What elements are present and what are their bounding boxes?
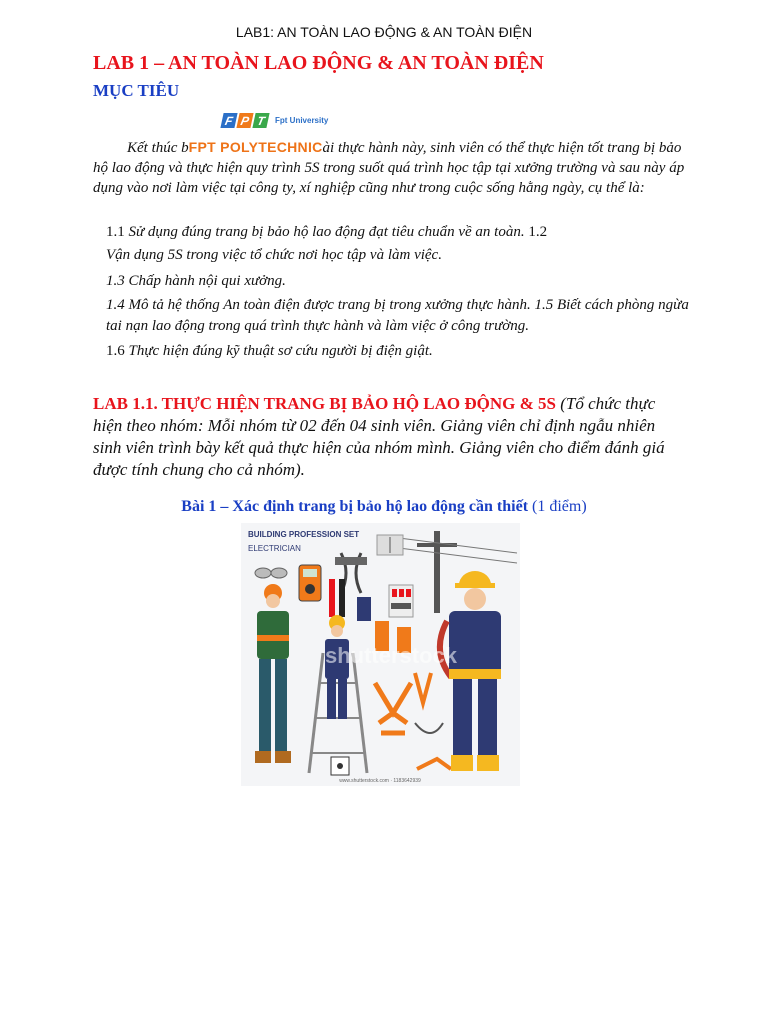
objective-number: 1.2 (524, 224, 548, 240)
pliers-icon (415, 673, 451, 769)
lineman-worker-icon (440, 571, 501, 771)
page-header: LAB1: AN TOÀN LAO ĐỘNG & AN TOÀN ĐIỆN (235, 24, 533, 40)
voltage-tester-icon (329, 579, 345, 617)
objective-text: Vận dụng 5S trong việc tổ chức nơi học tập và làm việc. (106, 247, 442, 263)
objective-text: 1.4 Mô tả hệ thống An toàn điện được trang bị trong xưởng thực hành. 1.5 Biết cách phòng ngừa tai nạn lao động trong quá trình thực hành và làm việc ở công trường. (106, 297, 689, 334)
logo-letter-f: F (220, 113, 237, 128)
intro-text-start: Kết thúc b (127, 140, 189, 156)
logo-university-text: Fpt University (275, 115, 329, 125)
lab1-heading: LAB 1 – AN TOÀN LAO ĐỘNG & AN TOÀN ĐIỆN (93, 52, 544, 74)
objective-number: 1.1 (106, 224, 125, 240)
circuit-breaker-icon (389, 585, 413, 617)
intro-text-rest: ài thực hành này, sinh viên có thể thực hiện tốt trang bị bảo hộ lao động và thực hiện quy trình 5S trong suốt quá trình học tập tại xưởng trường và sau này áp dụng vào nơi làm việc tại công ty, xí nghiệp cũng như trong cuộc sống hằng ngày, cụ thể là: (93, 140, 685, 196)
objectives-heading: MỤC TIÊU (93, 81, 180, 100)
watermark-text: shutterstock (324, 643, 458, 668)
objective-text: Sử dụng đúng trang bị bảo hộ lao động đạt tiêu chuẩn về an toàn. (124, 224, 525, 240)
lab11-heading: LAB 1.1. THỰC HIỆN TRANG BỊ BẢO HỘ LAO ĐỘNG & 5S (93, 394, 557, 413)
electrician-worker-icon (255, 584, 291, 763)
exercise1-points: (1 điểm) (528, 498, 587, 515)
objective-text: Thực hiện đúng kỹ thuật sơ cứu người bị điện giật. (124, 343, 433, 359)
logo-letter-p: P (236, 113, 253, 128)
illustration-svg (241, 523, 520, 786)
safety-goggles-icon (255, 568, 287, 578)
electrician-equipment-illustration (241, 523, 520, 786)
objective-item (106, 245, 696, 266)
objective-item (106, 222, 696, 243)
objective-item (106, 271, 696, 292)
figure-caption: BUILDING PROFESSION SET (248, 530, 360, 539)
objective-item (106, 295, 696, 337)
objective-number: 1.6 (106, 343, 125, 359)
safety-harness-icon (375, 683, 443, 733)
exercise1-heading (0, 498, 768, 516)
gloves-icon (357, 597, 371, 621)
objective-item (106, 341, 696, 362)
lab11-description: (Tổ chức thực hiện theo nhóm: Mỗi nhóm từ 02 đến 04 sinh viên. Giảng viên chỉ định ngẫu nhiên sinh viên trình bày kết quả thực hiện của nhóm mình. Giảng viên cho điểm đánh giá được tính chung cho cả nhóm). (93, 394, 665, 479)
objective-text: 1.3 Chấp hành nội qui xưởng. (106, 273, 286, 289)
figure-footer: www.shutterstock.com · 1183642939 (339, 778, 421, 784)
switch-panel-icon (377, 535, 403, 555)
exercise1-title: Bài 1 – Xác định trang bị bảo hộ lao động cần thiết (181, 498, 529, 515)
multimeter-icon (299, 565, 321, 601)
socket-icon (331, 757, 349, 775)
intro-paragraph (93, 137, 693, 198)
fpt-polytechnic-logo-text: FPT POLYTECHNIC (188, 139, 323, 155)
logo-letter-t: T (252, 113, 269, 128)
figure-subcaption: ELECTRICIAN (248, 544, 301, 553)
lab11-section (93, 393, 673, 481)
fpt-university-logo (222, 108, 328, 132)
